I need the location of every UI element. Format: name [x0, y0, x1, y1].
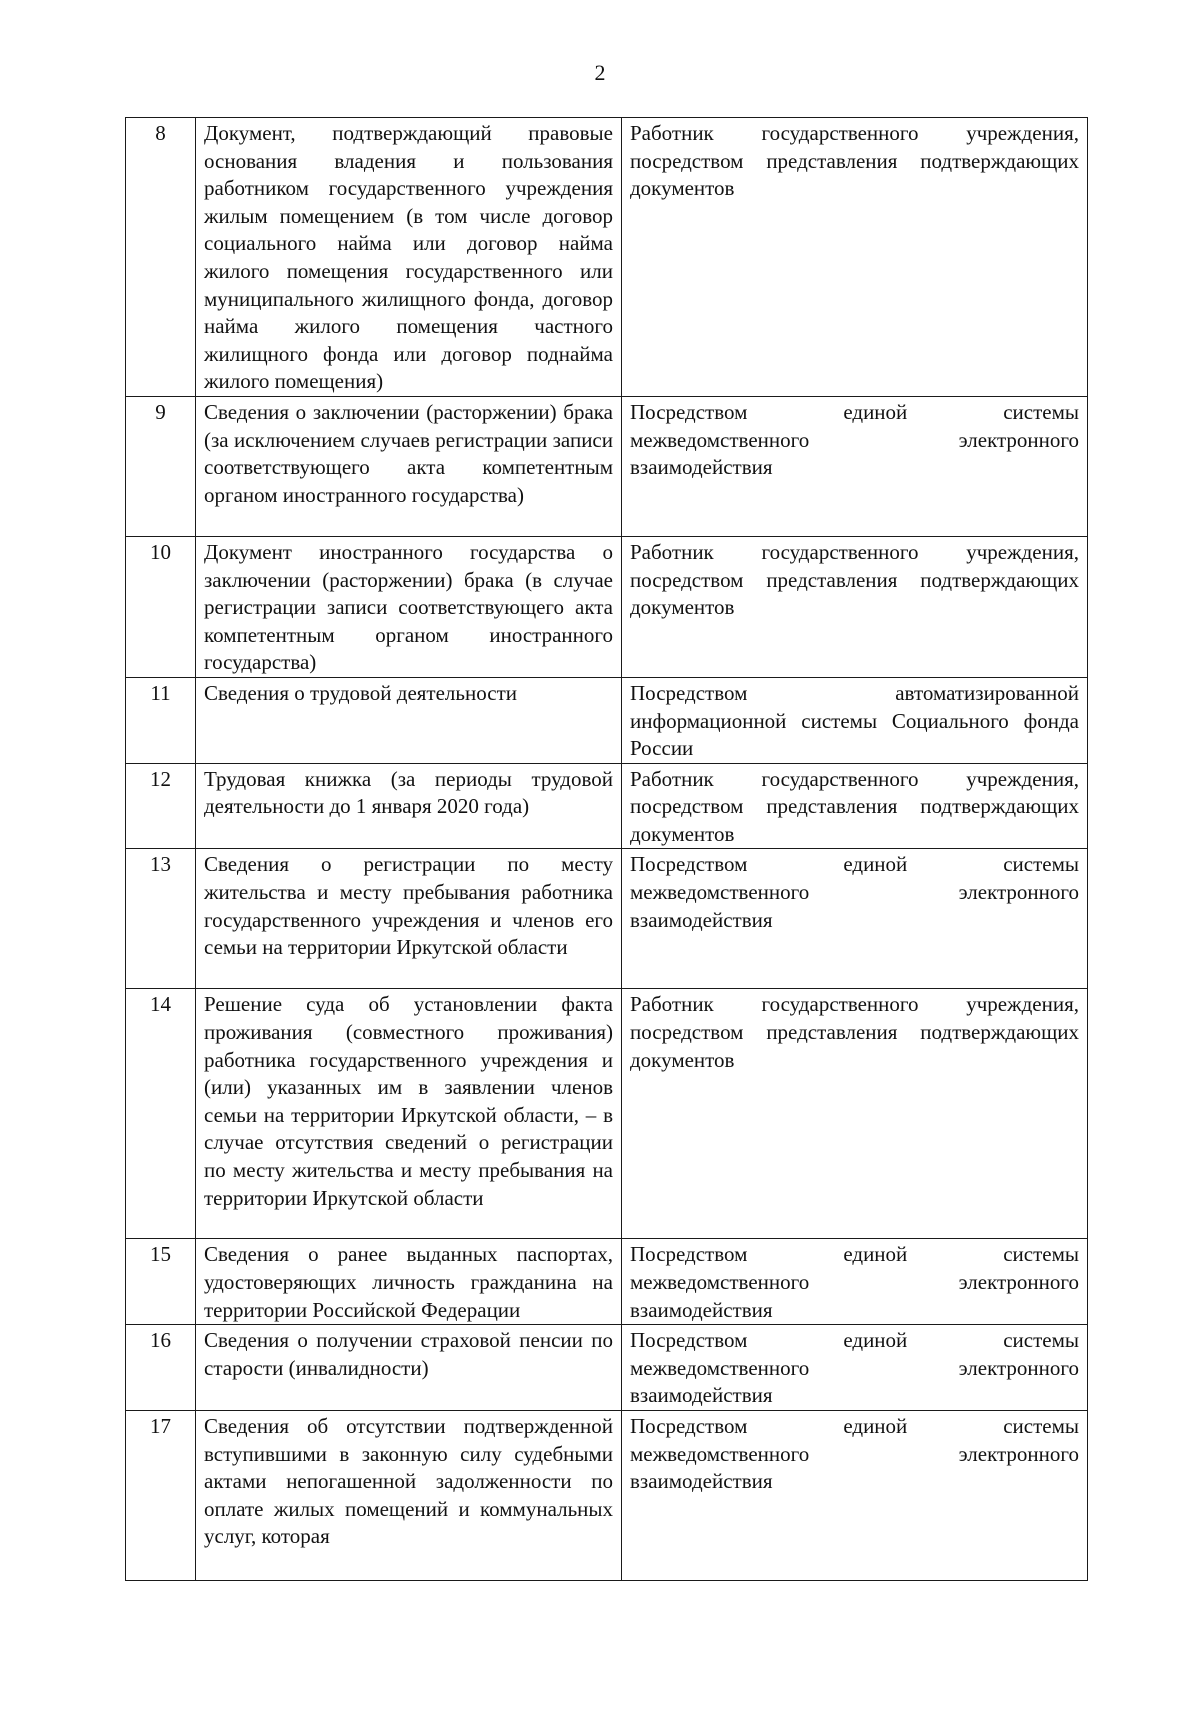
- page-number: 2: [594, 60, 606, 85]
- document-name: Документ иностранного государства о заключении (расторжении) брака (в случае регистрации записи соответствующего акта компетентным органом иностранного государства): [196, 536, 622, 677]
- table-row: [126, 989, 1088, 1239]
- row-number: 16: [126, 1325, 196, 1411]
- submission-method: Посредством единой системы межведомственного электронного взаимодействия: [622, 849, 1088, 989]
- row-number: 12: [126, 763, 196, 849]
- table-row: [126, 1239, 1088, 1325]
- document-name: Документ, подтверждающий правовые основания владения и пользования работником государственного учреждения жилым помещением (в том числе договор социального найма или договор найма жилого помещения государственного или муниципального жилищного фонда, договор найма жилого помещения частного жилищного фонда или договор поднайма жилого помещения): [196, 118, 622, 397]
- submission-method: Работник государственного учреждения, посредством представления подтверждающих документов: [622, 763, 1088, 849]
- document-name: Трудовая книжка (за периоды трудовой деятельности до 1 января 2020 года): [196, 763, 622, 849]
- row-number: 17: [126, 1411, 196, 1581]
- row-number: 14: [126, 989, 196, 1239]
- row-number: 11: [126, 677, 196, 763]
- table-row: [126, 849, 1088, 989]
- submission-method: Работник государственного учреждения, посредством представления подтверждающих документов: [622, 118, 1088, 397]
- table-row: [126, 118, 1088, 397]
- document-name: Сведения о ранее выданных паспортах, удостоверяющих личность гражданина на территории Российской Федерации: [196, 1239, 622, 1325]
- submission-method: Посредством единой системы межведомственного электронного взаимодействия: [622, 1239, 1088, 1325]
- submission-method: Работник государственного учреждения, посредством представления подтверждающих документов: [622, 536, 1088, 677]
- table-row: [126, 763, 1088, 849]
- row-number: 13: [126, 849, 196, 989]
- row-number: 8: [126, 118, 196, 397]
- document-name: Сведения об отсутствии подтвержденной вступившими в законную силу судебными актами непогашенной задолженности по оплате жилых помещений и коммунальных услуг, которая: [196, 1411, 622, 1581]
- document-name: Решение суда об установлении факта проживания (совместного проживания) работника государственного учреждения и (или) указанных им в заявлении членов семьи на территории Иркутской области, – в случае отсутствия сведений о регистрации по месту жительства и месту пребывания на территории Иркутской области: [196, 989, 622, 1239]
- submission-method: Посредством единой системы межведомственного электронного взаимодействия: [622, 396, 1088, 536]
- document-name: Сведения о получении страховой пенсии по старости (инвалидности): [196, 1325, 622, 1411]
- table-row: [126, 1411, 1088, 1581]
- submission-method: Посредством единой системы межведомственного электронного взаимодействия: [622, 1325, 1088, 1411]
- table-row: [126, 1325, 1088, 1411]
- document-name: Сведения о регистрации по месту жительства и месту пребывания работника государственного учреждения и членов его семьи на территории Иркутской области: [196, 849, 622, 989]
- document-name: Сведения о трудовой деятельности: [196, 677, 622, 763]
- submission-method: Посредством автоматизированной информационной системы Социального фонда России: [622, 677, 1088, 763]
- table-row: [126, 536, 1088, 677]
- document-name: Сведения о заключении (расторжении) брака (за исключением случаев регистрации записи соответствующего акта компетентным органом иностранного государства): [196, 396, 622, 536]
- submission-method: Посредством единой системы межведомственного электронного взаимодействия: [622, 1411, 1088, 1581]
- documents-table: [125, 117, 1088, 1581]
- submission-method: Работник государственного учреждения, посредством представления подтверждающих документов: [622, 989, 1088, 1239]
- table-row: [126, 677, 1088, 763]
- table-row: [126, 396, 1088, 536]
- row-number: 15: [126, 1239, 196, 1325]
- row-number: 9: [126, 396, 196, 536]
- row-number: 10: [126, 536, 196, 677]
